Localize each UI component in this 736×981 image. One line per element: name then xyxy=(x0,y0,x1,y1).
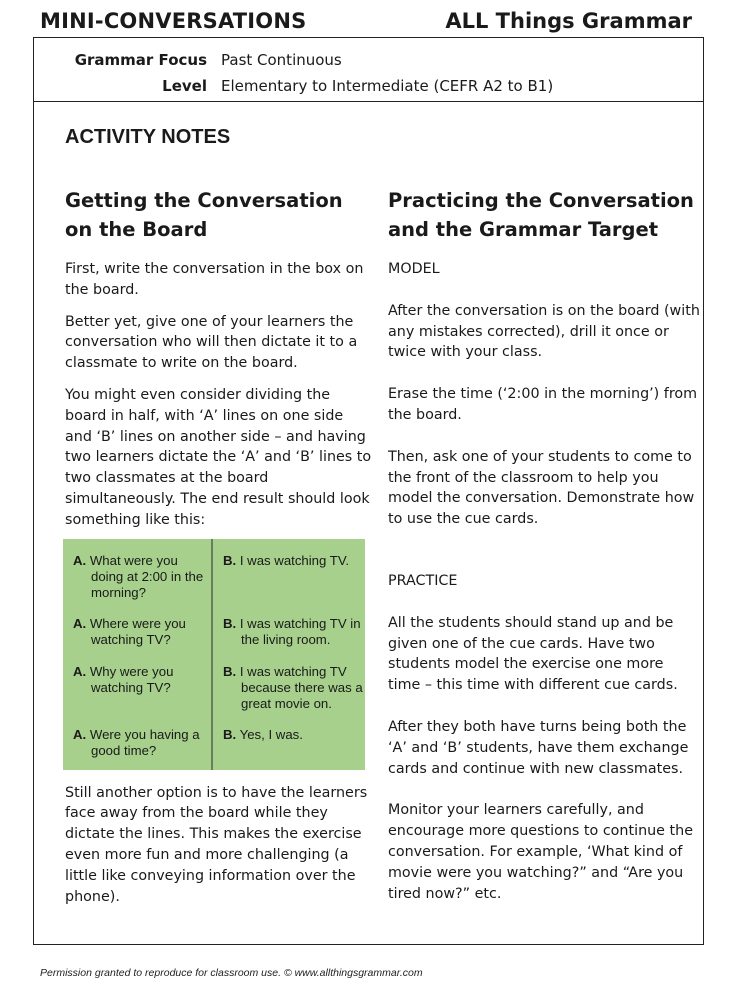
right-paragraph-5: After they both have turns being both the ‘A’ and ‘B’ students, have them exchange cards and continue with new classmates. xyxy=(388,718,689,777)
practice-label: PRACTICE xyxy=(388,572,458,589)
level-value: Elementary to Intermediate (CEFR A2 to B1) xyxy=(221,77,554,95)
right-paragraph-2: Erase the time (‘2:00 in the morning’) from the board. xyxy=(388,386,698,423)
line-a1: A. What were you doing at 2:00 in the morning? xyxy=(73,552,204,600)
right-paragraph-3: Then, ask one of your students to come to the front of the classroom to help you model the conversation. Demonstrate how to use the cue cards. xyxy=(388,448,695,528)
left-heading: Getting the Conversation on the Board xyxy=(65,189,343,241)
right-heading: Practicing the Conversation and the Grammar Target xyxy=(388,189,694,241)
left-paragraph-4: Still another option is to have the learners face away from the board while they dictate the lines. This makes the exercise even more fun and more challenging (a little like conveying information over the phone). xyxy=(65,784,368,905)
right-paragraph-6: Monitor your learners carefully, and encourage more questions to continue the conversation. For example, ‘What kind of movie were you watching?” and “Are you tired now?” etc. xyxy=(388,802,693,902)
left-paragraph-1: First, write the conversation in the box on the board. xyxy=(65,261,364,298)
left-paragraph-2: Better yet, give one of your learners the conversation who will then dictate it to a classmate to write on the board. xyxy=(65,313,358,372)
right-paragraph-4: All the students should stand up and be given one of the cue cards. Have two students model the exercise one more time – this time with different cue cards. xyxy=(388,614,678,694)
grammar-focus-value: Past Continuous xyxy=(221,51,342,69)
line-a4: A. Were you having a good time? xyxy=(73,726,200,758)
level-label: Level xyxy=(162,77,207,95)
line-b3: B. I was watching TV because there was a great movie on. xyxy=(223,663,363,711)
model-label: MODEL xyxy=(388,261,440,277)
left-paragraph-3: You might even consider dividing the board in half, with ‘A’ lines on one side and ‘B’ lines on another side – and having two learners dictate the ‘A’ and ‘B’ lines to two classmates at the board simultaneously. The end result should look something like this: xyxy=(65,386,372,528)
content-frame xyxy=(33,37,704,945)
line-b1: B. I was watching TV. xyxy=(223,552,350,568)
meta-box xyxy=(34,38,703,102)
brand-name: ALL Things Grammar xyxy=(445,9,692,33)
worksheet-title: MINI-CONVERSATIONS xyxy=(40,9,307,33)
right-column xyxy=(388,186,700,925)
permission-footer: Permission granted to reproduce for classroom use. © www.allthingsgrammar.com xyxy=(40,967,423,979)
grammar-focus-label: Grammar Focus xyxy=(74,51,207,69)
line-a2: A. Where were you watching TV? xyxy=(73,615,186,647)
left-column xyxy=(65,186,373,918)
line-a3: A. Why were you watching TV? xyxy=(73,663,174,695)
line-b4: B. Yes, I was. xyxy=(223,726,303,742)
right-paragraph-1: After the conversation is on the board (with any mistakes corrected), drill it once or twice with your class. xyxy=(388,302,700,361)
conversation-box xyxy=(63,539,365,770)
line-b2: B. I was watching TV in the living room. xyxy=(223,615,361,647)
activity-notes-title: ACTIVITY NOTES xyxy=(65,126,231,148)
